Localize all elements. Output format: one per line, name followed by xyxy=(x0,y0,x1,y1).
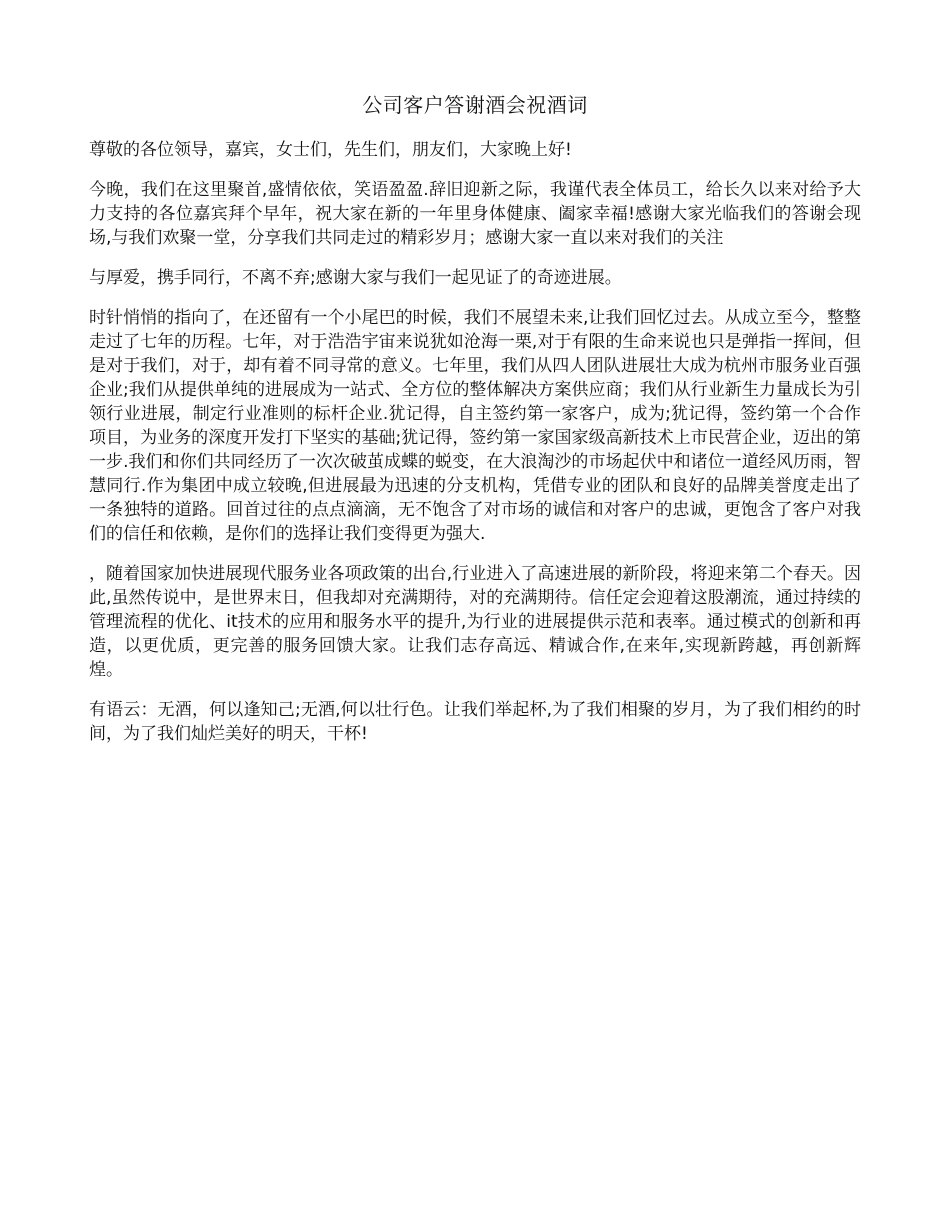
opening-paragraph: 今晚，我们在这里聚首,盛情依依，笑语盈盈.辞旧迎新之际，我谨代表全体员工，给长久以来对给予大力支持的各位嘉宾拜个早年，祝大家在新的一年里身体健康、阖家幸福!感谢大家光临我们的答谢会现场,与我们欢聚一堂，分享我们共同走过的精彩岁月；感谢大家一直以来对我们的关注 xyxy=(89,180,861,248)
history-paragraph: 时针悄悄的指向了，在还留有一个小尾巴的时候，我们不展望未来,让我们回忆过去。从成立至今，整整走过了七年的历程。七年，对于浩浩宇宙来说犹如沧海一栗,对于有限的生命来说也只是弹指一挥间，但是对于我们，对于，却有着不同寻常的意义。七年里，我们从四人团队进展壮大成为杭州市服务业百强企业;我们从提供单纯的进展成为一站式、全方位的整体解决方案供应商；我们从行业新生力量成长为引领行业进展，制定行业准则的标杆企业.犹记得，自主签约第一家客户，成为;犹记得，签约第一个合作项目，为业务的深度开发打下坚实的基础;犹记得，签约第一家国家级高新技术上市民营企业，迈出的第一步.我们和你们共同经历了一次次破茧成蝶的蜕变，在大浪淘沙的市场起伏中和诸位一道经风历雨，智慧同行.作为集团中成立较晚,但进展最为迅速的分支机构，凭借专业的团队和良好的品牌美誉度走出了一条独特的道路。回首过往的点点滴滴，无不饱含了对市场的诚信和对客户的忠诚，更饱含了客户对我们的信任和依赖，是你们的选择让我们变得更为强大. xyxy=(89,308,861,544)
thanks-paragraph: 与厚爱，携手同行，不离不弃;感谢大家与我们一起见证了的奇迹进展。 xyxy=(89,268,622,288)
toast-paragraph: 有语云：无酒，何以逢知己;无酒,何以壮行色。让我们举起杯,为了我们相聚的岁月，为了我们相约的时间，为了我们灿烂美好的明天，干杯! xyxy=(89,700,861,744)
document-body xyxy=(89,92,861,762)
outlook-paragraph: ，随着国家加快进展现代服务业各项政策的出台,行业进入了高速进展的新阶段，将迎来第二个春天。因此,虽然传说中，是世界末日，但我却对充满期待，对的充满期待。信任定会迎着这股潮流，通过持续的管理流程的优化、it技术的应用和服务水平的提升,为行业的进展提供示范和表率。通过模式的创新和再造，以更优质，更完善的服务回馈大家。让我们志存高远、精诚合作,在来年,实现新跨越，再创新辉煌。 xyxy=(89,564,861,680)
greeting-paragraph: 尊敬的各位领导，嘉宾，女士们，先生们，朋友们，大家晚上好! xyxy=(89,140,572,160)
document-title: 公司客户答谢酒会祝酒词 xyxy=(362,93,588,117)
